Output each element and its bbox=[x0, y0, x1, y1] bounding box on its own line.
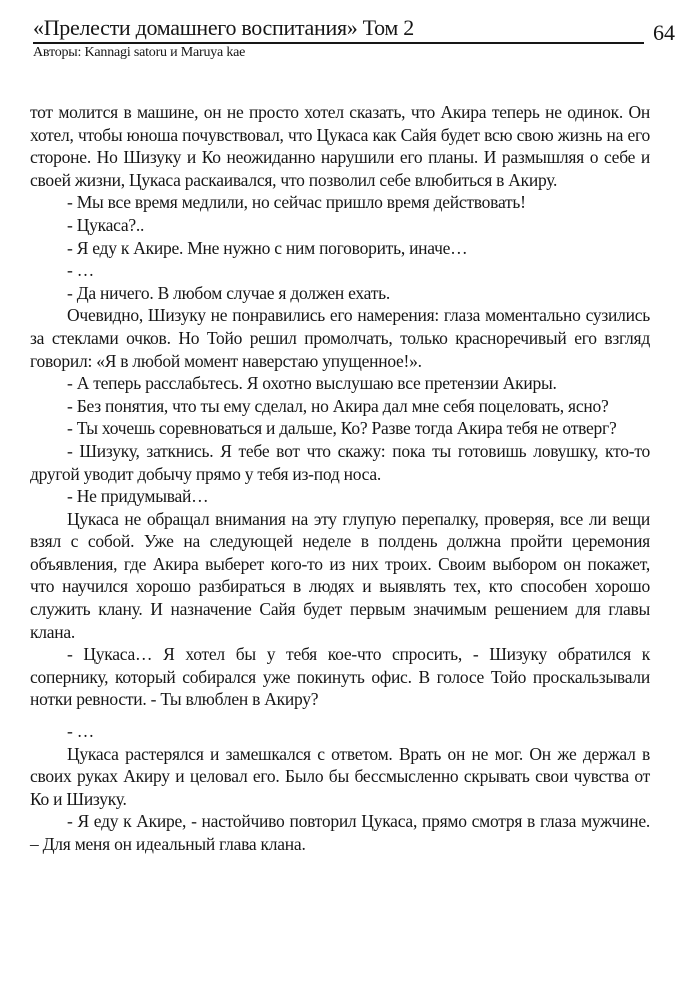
paragraph: - Я еду к Акире. Мне нужно с ним поговорить, иначе… bbox=[67, 237, 468, 258]
paragraph: - … bbox=[67, 721, 94, 742]
paragraph: - А теперь расслабьтесь. Я охотно выслушаю все претензии Акиры. bbox=[67, 373, 557, 394]
paragraph: - Не придумывай… bbox=[67, 486, 209, 507]
paragraph: Цукаса не обращал внимания на эту глупую перепалку, проверяя, все ли вещи взял с собой. Уже на следующей неделе в полдень должна пройти церемония объявления, где Акира выберет кого-то из них троих. Своим выбором он покажет, что научился хорошо разбираться в людях и выявлять тех, кто способен хорошо служить клану. И назначение Сайя будет первым значимым решением для главы клана. bbox=[30, 508, 650, 642]
paragraph: - Без понятия, что ты ему сделал, но Акира дал мне себя поцеловать, ясно? bbox=[67, 395, 609, 416]
paragraph: - Цукаса?.. bbox=[67, 214, 145, 235]
authors-line: Авторы: Kannagi satoru и Maruya kae bbox=[33, 45, 246, 60]
book-title: «Прелести домашнего воспитания» Том 2 bbox=[33, 15, 414, 40]
paragraph: - Я еду к Акире, - настойчиво повторил Цукаса, прямо смотря в глаза мужчине. – Для меня он идеальный глава клана. bbox=[30, 811, 650, 854]
header-row bbox=[33, 15, 675, 44]
paragraph: - Цукаса… Я хотел бы у тебя кое-что спросить, - Шизуку обратился к сопернику, который собирался уже покинуть офис. В голосе Тойо проскальзывали нотки ревности. - Ты влюблен в Акиру? bbox=[30, 644, 650, 710]
paragraph: - Мы все время медлили, но сейчас пришло время действовать! bbox=[67, 192, 526, 213]
paragraph: Очевидно, Шизуку не понравились его намерения: глаза моментально сузились за стеклами очков. Но Тойо решил промолчать, только красноречивый его взгляд говорил: «Я в любой момент наверстаю упущенное!». bbox=[30, 305, 650, 371]
paragraph: - Шизуку, заткнись. Я тебе вот что скажу: пока ты готовишь ловушку, кто-то другой уводит добычу прямо у тебя из-под носа. bbox=[30, 440, 650, 484]
paragraph: - … bbox=[67, 260, 94, 281]
page-header bbox=[33, 15, 675, 61]
paragraph: тот молится в машине, он не просто хотел сказать, что Акира теперь не одинок. Он хотел, чтобы юноша почувствовал, что Цукаса как Сайя будет всю свою жизнь на его стороне. Но Шизуку и Ко неожиданно нарушили его планы. И размышляя о себе и своей жизни, Цукаса раскаивался, что позволил себе влюбиться в Акиру. bbox=[30, 102, 650, 190]
page-body bbox=[30, 101, 650, 856]
paragraph: - Ты хочешь соревноваться и дальше, Ко? Разве тогда Акира тебя не отверг? bbox=[67, 418, 617, 439]
paragraph: - Да ничего. В любом случае я должен ехать. bbox=[67, 282, 390, 303]
paragraph: Цукаса растерялся и замешкался с ответом. Врать он не мог. Он же держал в своих руках Акиру и целовал его. Было бы бессмысленно скрывать свои чувства от Ко и Шизуку. bbox=[30, 743, 650, 809]
title-underline bbox=[33, 15, 644, 44]
page-number: 64 bbox=[653, 20, 675, 45]
